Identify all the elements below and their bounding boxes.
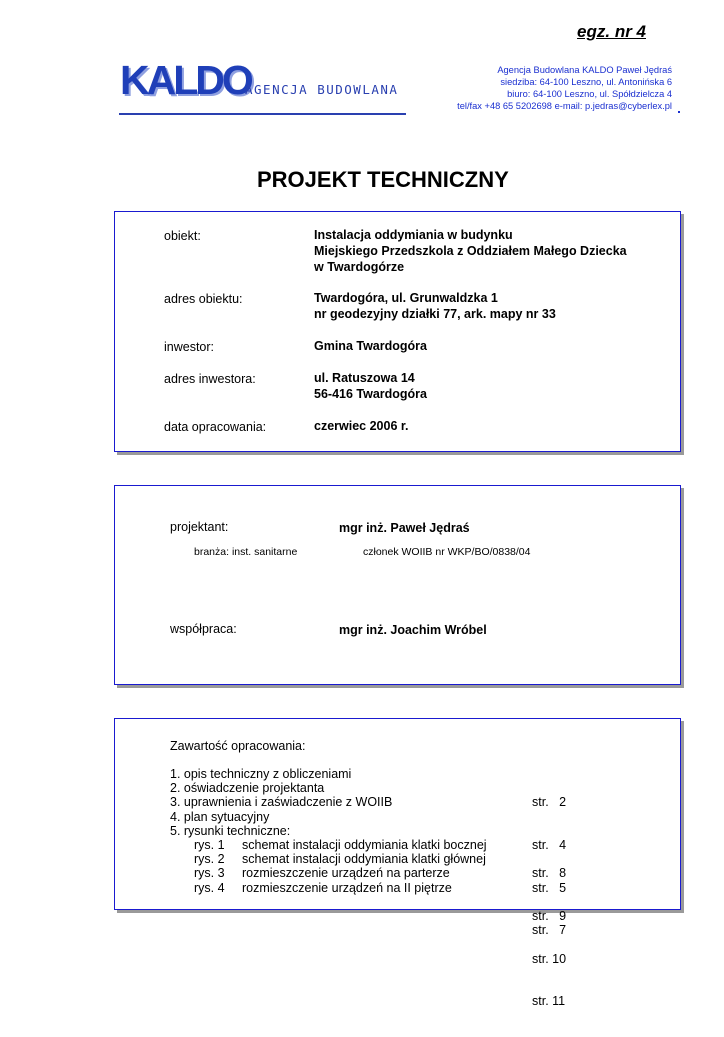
date-value: czerwiec 2006 r. xyxy=(314,419,409,433)
investor-value: Gmina Twardogóra xyxy=(314,339,427,353)
contents-heading: Zawartość opracowania: xyxy=(170,739,306,753)
drawing-number: rys. 3 xyxy=(194,866,225,881)
list-item: 1. opis techniczny z obliczeniami xyxy=(170,767,352,781)
copy-number: egz. nr 4 xyxy=(577,22,646,41)
object-line: w Twardogórze xyxy=(314,260,405,274)
object-value xyxy=(314,227,627,275)
drawing-number: rys. 1 xyxy=(194,838,225,852)
logo-subtitle: AGENCJA BUDOWLANA xyxy=(245,82,399,97)
membership-text: członek WOIIB nr WKP/BO/0838/04 xyxy=(363,546,531,558)
list-item: 2. oświadczenie projektanta xyxy=(170,781,325,796)
investor-address-label: adres inwestora: xyxy=(164,372,256,386)
address-line: biuro: 64-100 Leszno, ul. Spółdzielcza 4 xyxy=(507,89,672,99)
designer-label: projektant: xyxy=(170,520,229,534)
page-ref: str. 8 xyxy=(532,866,567,881)
kaldo-logo: KALDO xyxy=(120,57,251,103)
drawing-title: schemat instalacji oddymiania klatki głównej xyxy=(242,852,486,867)
contents-list xyxy=(170,767,392,838)
page-ref: str. 10 xyxy=(532,951,567,966)
drawing-title: rozmieszczenie urządzeń na parterze xyxy=(242,866,450,881)
address-line: siedziba: 64-100 Leszno, ul. Antonińska 6 xyxy=(500,77,672,87)
branch-text: branża: inst. sanitarne xyxy=(194,546,298,558)
drawing-numbers xyxy=(194,838,225,895)
date-label: data opracowania: xyxy=(164,420,267,434)
object-label: obiekt: xyxy=(164,229,201,243)
page-ref: str. 7 xyxy=(532,923,567,938)
object-address-line: Twardogóra, ul. Grunwaldzka 1 xyxy=(314,291,498,305)
decorative-dot xyxy=(678,111,680,113)
drawing-number: rys. 4 xyxy=(194,880,225,895)
object-line: Instalacja oddymiania w budynku xyxy=(314,228,513,242)
list-item: 4. plan sytuacyjny xyxy=(170,809,270,824)
object-address-line: nr geodezyjny działki 77, ark. mapy nr 33 xyxy=(314,307,556,321)
page-ref: str. 5 xyxy=(532,880,567,895)
address-line: Agencja Budowlana KALDO Paweł Jędraś xyxy=(497,65,672,75)
logo-underline xyxy=(119,113,406,115)
drawing-titles xyxy=(242,838,487,895)
company-address xyxy=(457,64,672,112)
list-item: 5. rysunki techniczne: xyxy=(170,823,291,838)
investor-address-value xyxy=(314,370,427,402)
drawing-pages xyxy=(532,838,566,1037)
investor-address-line: ul. Ratuszowa 14 xyxy=(314,371,415,385)
object-address-label: adres obiektu: xyxy=(164,292,243,306)
drawing-title: rozmieszczenie urządzeń na II piętrze xyxy=(242,880,452,895)
cooperator-name: mgr inż. Joachim Wróbel xyxy=(339,623,487,637)
page-ref: str. 11 xyxy=(532,994,566,1009)
authors-box xyxy=(114,485,681,685)
investor-label: inwestor: xyxy=(164,340,215,354)
address-line: tel/fax +48 65 5202698 e-mail: p.jedras@cyberlex.pl xyxy=(457,101,672,111)
page-ref: str. 9 xyxy=(532,909,567,924)
object-line: Miejskiego Przedszkola z Oddziałem Małego Dziecka xyxy=(314,244,627,258)
project-info-box xyxy=(114,211,681,452)
drawing-number: rys. 2 xyxy=(194,852,225,867)
investor-address-line: 56-416 Twardogóra xyxy=(314,387,428,401)
drawing-title: schemat instalacji oddymiania klatki bocznej xyxy=(242,838,487,852)
object-address-value xyxy=(314,290,556,322)
designer-name: mgr inż. Paweł Jędraś xyxy=(339,521,470,535)
list-item: 3. uprawnienia i zaświadczenie z WOIIB xyxy=(170,795,393,810)
page-ref: str. 4 xyxy=(532,838,567,853)
page-ref: str. 2 xyxy=(532,795,567,810)
contents-box xyxy=(114,718,681,1009)
cooperation-label: współpraca: xyxy=(170,622,237,636)
page-title: PROJEKT TECHNICZNY xyxy=(257,167,509,192)
